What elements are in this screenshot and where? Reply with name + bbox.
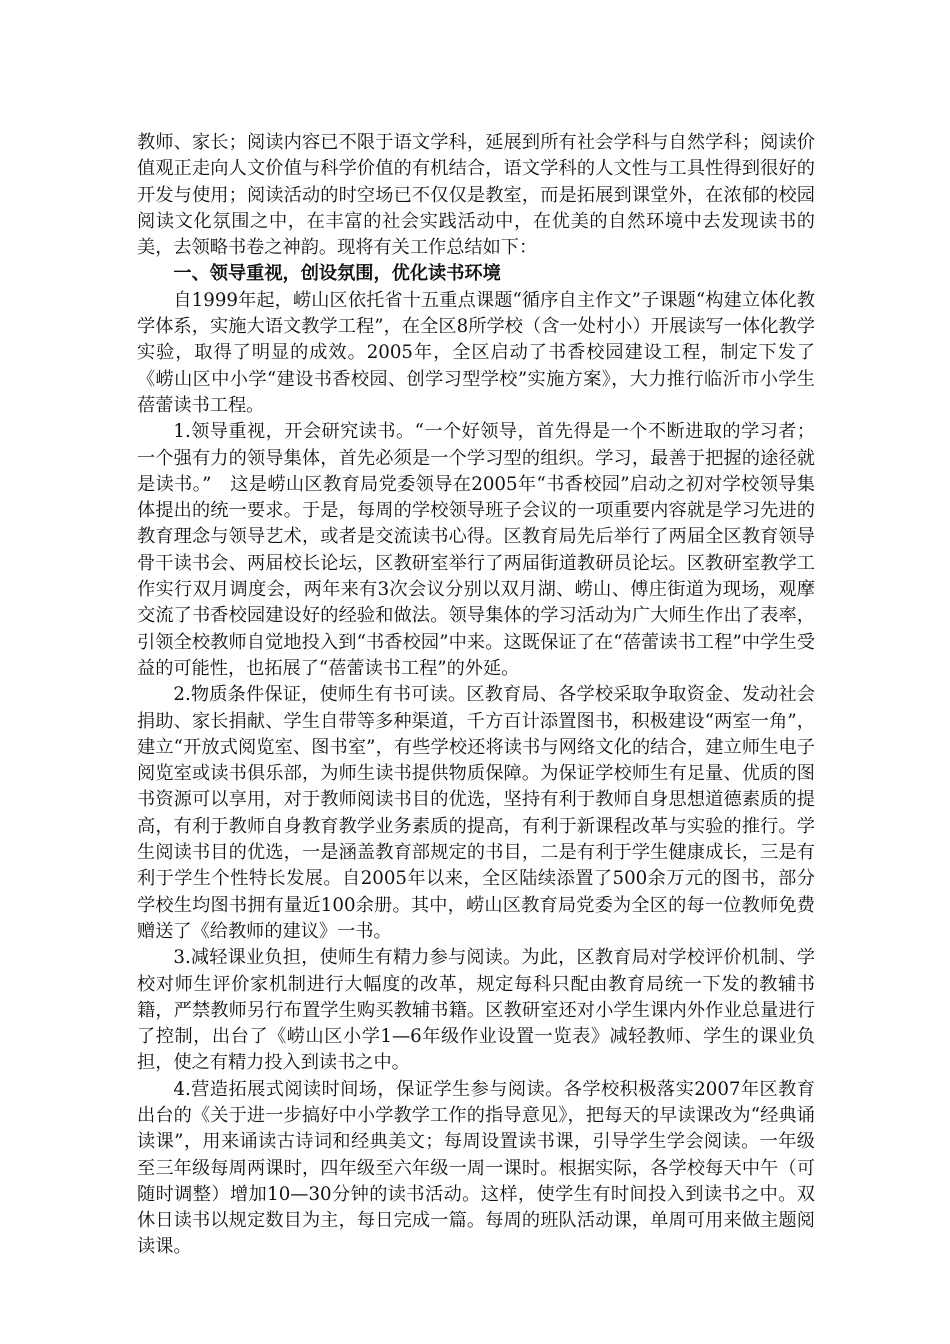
section-intro-paragraph: 自1999年起，崂山区依托省十五重点课题“循序自主作文”子课题“构建立体化教学体系，实施大语文教学工程”，在全区8所学校（含一处村小）开展读写一体化教学实验，取得了明显的成效。2005年，全区启动了书香校园建设工程，制定下发了《崂山区中小学“建设书香校园、创学习型学校”实施方案》，大力推行临沂市小学生蓓蕾读书工程。 bbox=[137, 289, 815, 416]
item-3-paragraph: 3.减轻课业负担，使师生有精力参与阅读。为此，区教育局对学校评价机制、学校对师生评价家机制进行大幅度的改革，规定每科只配由教育局统一下发的教辅书籍，严禁教师另行布置学生购买教辅书籍。区教研室还对小学生课内外作业总量进行了控制，出台了《崂山区小学1—6年级作业设置一览表》减轻教师、学生的课业负担，使之有精力投入到读书之中。 bbox=[137, 947, 815, 1074]
item-4-paragraph: 4.营造拓展式阅读时间场，保证学生参与阅读。各学校积极落实2007年区教育出台的《关于进一步搞好中小学教学工作的指导意见》，把每天的早读课改为“经典诵读课”，用来诵读古诗词和经典美文；每周设置读书课，引导学生学会阅读。一年级至三年级每周两课时，四年级至六年级一周一课时。根据实际，各学校每天中午（可随时调整）增加10—30分钟的读书活动。这样，使学生有时间投入到读书之中。双休日读书以规定数目为主，每日完成一篇。每周的班队活动课，单周可用来做主题阅读课。 bbox=[137, 1078, 815, 1258]
item-2-paragraph: 2.物质条件保证，使师生有书可读。区教育局、各学校采取争取资金、发动社会捐助、家长捐献、学生自带等多种渠道，千方百计添置图书，积极建设“两室一角”，建立“开放式阅览室、图书室”，有些学校还将读书与网络文化的结合，建立师生电子阅览室或读书俱乐部，为师生读书提供物质保障。为保证学校师生有足量、优质的图书资源可以享用，对于教师阅读书目的优选，坚持有利于教师自身思想道德素质的提高，有利于教师自身教育教学业务素质的提高，有利于新课程改革与实验的推行。学生阅读书目的优选，一是涵盖教育部规定的书目，二是有利于学生健康成长，三是有利于学生个性特长发展。自2005年以来，全区陆续添置了500余万元的图书，部分学校生均图书拥有量近100余册。其中，崂山区教育局党委为全区的每一位教师免费赠送了《给教师的建议》一书。 bbox=[137, 684, 815, 942]
section-heading: 一、领导重视，创设氛围，优化读书环境 bbox=[173, 263, 501, 285]
document-page bbox=[137, 130, 815, 1261]
item-1-paragraph: 1.领导重视，开会研究读书。“一个好领导，首先得是一个不断进取的学习者；一个强有力的领导集体，首先必须是一个学习型的组织。学习，最善于把握的途径就是读书。” 这是崂山区教育局党委领导在2005年“书香校园”启动之初对学校领导集体提出的统一要求。于是，每周的学校领导班子会议的一项重要内容就是学习先进的教育理念与领导艺术，或者是交流读书心得。区教育局先后举行了两届全区教育领导骨干读书会、两届校长论坛，区教研室举行了两届街道教研员论坛。区教研室教学工作实行双月调度会，两年来有3次会议分别以双月湖、崂山、傅庄街道为现场，观摩交流了书香校园建设好的经验和做法。领导集体的学习活动为广大师生作出了表率，引领全校教师自觉地投入到“书香校园”中来。这既保证了在“蓓蕾读书工程”中学生受益的可能性，也拓展了“蓓蕾读书工程”的外延。 bbox=[137, 421, 815, 679]
intro-paragraph: 教师、家长；阅读内容已不限于语文学科，延展到所有社会学科与自然学科；阅读价值观正走向人文价值与科学价值的有机结合，语文学科的人文性与工具性得到很好的开发与使用；阅读活动的时空场已不仅仅是教室，而是拓展到课堂外，在浓郁的校园阅读文化氛围之中，在丰富的社会实践活动中，在优美的自然环境中去发现读书的美，去领略书卷之神韵。现将有关工作总结如下： bbox=[137, 132, 815, 259]
